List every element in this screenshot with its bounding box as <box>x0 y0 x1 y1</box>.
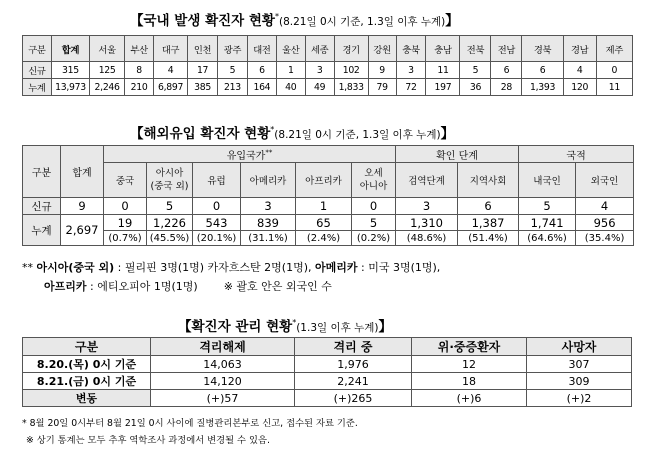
table-cell: 6 <box>522 62 563 79</box>
table-cell: 0 <box>193 198 241 215</box>
table-cell: 4 <box>154 62 188 79</box>
domestic-header-cell: 전남 <box>491 36 522 62</box>
table-cell: 3 <box>396 198 458 215</box>
table-cell: 125 <box>90 62 125 79</box>
domestic-row-new <box>23 62 633 79</box>
africa-label: 아프리카 <box>44 280 87 293</box>
management-title-end: 】 <box>378 319 392 335</box>
table-cell: 79 <box>368 79 396 96</box>
table-cell: 1 <box>276 62 305 79</box>
domestic-header-cell: 경남 <box>563 36 596 62</box>
table-cell: 2,241 <box>295 373 412 390</box>
management-row-0821 <box>23 373 632 390</box>
domestic-header-cell: 강원 <box>368 36 396 62</box>
table-cell: 8.21.(금) 0시 기준 <box>23 373 151 390</box>
table-cell: 신규 <box>23 62 52 79</box>
table-cell: (+)265 <box>295 390 412 407</box>
table-cell: 3 <box>305 62 334 79</box>
asia-text: : 필리핀 3명(1명) 카자흐스탄 2명(1명), <box>114 261 315 274</box>
table-cell: (20.1%) <box>193 231 241 246</box>
table-cell: 1,310 <box>396 215 458 231</box>
table-cell: 72 <box>396 79 426 96</box>
management-row-change <box>23 390 632 407</box>
overseas-subheader: 아프리카 <box>296 163 352 198</box>
table-cell: 9 <box>368 62 396 79</box>
table-cell: (2.4%) <box>296 231 352 246</box>
table-cell: 543 <box>193 215 241 231</box>
table-cell: 839 <box>241 215 296 231</box>
overseas-header-row-2 <box>23 163 634 198</box>
america-label: 아메리카 <box>315 261 358 274</box>
table-cell: 3 <box>396 62 426 79</box>
domestic-title-mark: * <box>274 12 279 21</box>
table-cell: 8.20.(목) 0시 기준 <box>23 356 151 373</box>
table-cell: 6 <box>458 198 519 215</box>
table-cell: (35.4%) <box>576 231 634 246</box>
table-cell: 19 <box>104 215 147 231</box>
domestic-header-cell: 부산 <box>125 36 154 62</box>
domestic-header-cell: 충남 <box>426 36 460 62</box>
overseas-subheader: 유럽 <box>193 163 241 198</box>
management-title-sub: 1.3일 이후 누계 <box>300 322 375 334</box>
table-cell: (48.6%) <box>396 231 458 246</box>
overseas-subheader: 아시아 (중국 외) <box>147 163 193 198</box>
table-cell: (51.4%) <box>458 231 519 246</box>
table-cell: 6,897 <box>154 79 188 96</box>
domestic-header-cell: 경북 <box>522 36 563 62</box>
domestic-table <box>22 35 633 96</box>
overseas-title-end: 】 <box>440 126 455 142</box>
table-cell: 164 <box>247 79 276 96</box>
table-cell: 5 <box>460 62 491 79</box>
table-cell: (+)6 <box>412 390 527 407</box>
table-cell: 210 <box>125 79 154 96</box>
table-cell: 36 <box>460 79 491 96</box>
africa-text: : 에티오피아 1명(1명) <box>86 280 198 293</box>
domestic-header-cell: 세종 <box>305 36 334 62</box>
table-cell: 309 <box>527 373 632 390</box>
table-cell: 315 <box>51 62 89 79</box>
inflow-label: 유입국가 <box>226 150 266 162</box>
overseas-header-row-1 <box>23 146 634 163</box>
table-cell: 5 <box>519 198 576 215</box>
management-header-row <box>23 338 632 356</box>
domestic-header-cell: 합계 <box>51 36 89 62</box>
table-cell: 1,833 <box>334 79 368 96</box>
table-cell: 956 <box>576 215 634 231</box>
overseas-header-gubun: 구분 <box>23 146 61 198</box>
domestic-header-cell: 구분 <box>23 36 52 62</box>
management-title-mark: * <box>292 318 297 327</box>
table-cell: (45.5%) <box>147 231 193 246</box>
domestic-header-cell: 서울 <box>90 36 125 62</box>
table-cell: 2,697 <box>61 215 104 246</box>
table-cell: 213 <box>218 79 248 96</box>
table-cell: 1,976 <box>295 356 412 373</box>
domestic-header-cell: 대구 <box>154 36 188 62</box>
overseas-header-stage: 확인 단계 <box>396 146 519 163</box>
overseas-title-sub: 8.21일 0시 기준, 1.3일 이후 누계 <box>278 129 437 141</box>
domestic-header-cell: 인천 <box>188 36 218 62</box>
table-cell: 1,387 <box>458 215 519 231</box>
overseas-row-cum <box>23 215 634 231</box>
overseas-header-inflow <box>104 146 396 163</box>
management-table <box>22 337 632 407</box>
domestic-header-cell: 경기 <box>334 36 368 62</box>
management-header-cell: 격리 중 <box>295 338 412 356</box>
footnote-1: * 8월 20일 0시부터 8월 21일 0시 사이에 질병관리본부로 신고, 접수된 자료 기준. <box>22 418 358 429</box>
table-cell: (31.1%) <box>241 231 296 246</box>
domestic-header-cell: 전북 <box>460 36 491 62</box>
table-cell: 11 <box>596 79 632 96</box>
table-cell: 0 <box>352 198 396 215</box>
table-cell: 6 <box>247 62 276 79</box>
table-cell: 4 <box>576 198 634 215</box>
overseas-row-pct <box>23 231 634 246</box>
overseas-title-mark: * <box>270 125 275 134</box>
table-cell: 17 <box>188 62 218 79</box>
management-row-0820 <box>23 356 632 373</box>
table-cell: (+)57 <box>151 390 295 407</box>
table-cell: 11 <box>426 62 460 79</box>
domestic-title: 【국내 발생 확진자 현황*(8.21일 0시 기준, 1.3일 이후 누계)】 <box>130 12 459 29</box>
table-cell: 28 <box>491 79 522 96</box>
table-cell: 14,063 <box>151 356 295 373</box>
domestic-title-end: 】 <box>445 13 459 29</box>
management-header-cell: 사망자 <box>527 338 632 356</box>
table-cell: 385 <box>188 79 218 96</box>
overseas-subheader: 아메리카 <box>241 163 296 198</box>
america-text: : 미국 3명(1명), <box>357 261 441 274</box>
table-cell: 누계 <box>23 79 52 96</box>
footnote-2: ※ 상기 통계는 모두 추후 역학조사 과정에서 변경될 수 있음. <box>26 435 270 446</box>
table-cell: 14,120 <box>151 373 295 390</box>
table-cell: 1,393 <box>522 79 563 96</box>
table-cell: 1,741 <box>519 215 576 231</box>
table-cell: 2,246 <box>90 79 125 96</box>
table-cell: 18 <box>412 373 527 390</box>
overseas-subheader: 검역단계 <box>396 163 458 198</box>
table-cell: 102 <box>334 62 368 79</box>
domestic-header-cell: 제주 <box>596 36 632 62</box>
table-cell: 5 <box>352 215 396 231</box>
table-cell: (0.2%) <box>352 231 396 246</box>
overseas-subheader: 지역사회 <box>458 163 519 198</box>
table-cell: 신규 <box>23 198 61 215</box>
management-header-cell: 격리해제 <box>151 338 295 356</box>
domestic-row-cum <box>23 79 633 96</box>
table-cell: 307 <box>527 356 632 373</box>
overseas-title-main: 【해외유입 확진자 현황 <box>130 126 271 142</box>
overseas-subheader: 내국인 <box>519 163 576 198</box>
table-cell: 1 <box>296 198 352 215</box>
table-cell: 8 <box>125 62 154 79</box>
table-cell: 120 <box>563 79 596 96</box>
table-cell: 49 <box>305 79 334 96</box>
overseas-subheader: 중국 <box>104 163 147 198</box>
table-cell: 3 <box>241 198 296 215</box>
overseas-header-nation: 국적 <box>519 146 634 163</box>
table-cell: 5 <box>218 62 248 79</box>
overseas-subheader: 오세 아니아 <box>352 163 396 198</box>
domestic-header-cell: 광주 <box>218 36 248 62</box>
domestic-header-cell: 울산 <box>276 36 305 62</box>
table-cell: 6 <box>491 62 522 79</box>
management-header-cell: 위·중증환자 <box>412 338 527 356</box>
paren-note: ※ 괄호 안은 외국인 수 <box>223 280 332 293</box>
overseas-header-total: 합계 <box>61 146 104 198</box>
inflow-mark: ** <box>265 148 273 157</box>
table-cell: (0.7%) <box>104 231 147 246</box>
overseas-title: 【해외유입 확진자 현황*(8.21일 0시 기준, 1.3일 이후 누계)】 <box>130 125 455 142</box>
management-header-cell: 구분 <box>23 338 151 356</box>
table-cell: 9 <box>61 198 104 215</box>
inflow-note-line-2 <box>44 278 332 295</box>
domestic-title-sub: 8.21일 0시 기준, 1.3일 이후 누계 <box>283 16 442 28</box>
domestic-header-cell: 충북 <box>396 36 426 62</box>
domestic-header-cell: 대전 <box>247 36 276 62</box>
overseas-table <box>22 145 634 246</box>
note-prefix: ** <box>22 261 37 274</box>
overseas-row-new <box>23 198 634 215</box>
table-cell: (64.6%) <box>519 231 576 246</box>
table-cell: 65 <box>296 215 352 231</box>
table-cell: 변동 <box>23 390 151 407</box>
table-cell: 누계 <box>23 215 61 246</box>
inflow-note-line-1 <box>22 259 440 276</box>
table-cell: 12 <box>412 356 527 373</box>
domestic-title-main: 【국내 발생 확진자 현황 <box>130 13 275 29</box>
management-title-main: 【확진자 관리 현황 <box>178 319 293 335</box>
table-cell: 1,226 <box>147 215 193 231</box>
domestic-header-row <box>23 36 633 62</box>
management-title: 【확진자 관리 현황*(1.3일 이후 누계)】 <box>178 318 392 335</box>
table-cell: (+)2 <box>527 390 632 407</box>
table-cell: 5 <box>147 198 193 215</box>
table-cell: 0 <box>596 62 632 79</box>
table-cell: 13,973 <box>51 79 89 96</box>
table-cell: 0 <box>104 198 147 215</box>
table-cell: 4 <box>563 62 596 79</box>
table-cell: 40 <box>276 79 305 96</box>
table-cell: 197 <box>426 79 460 96</box>
asia-label: 아시아(중국 외) <box>36 261 115 274</box>
overseas-subheader: 외국인 <box>576 163 634 198</box>
